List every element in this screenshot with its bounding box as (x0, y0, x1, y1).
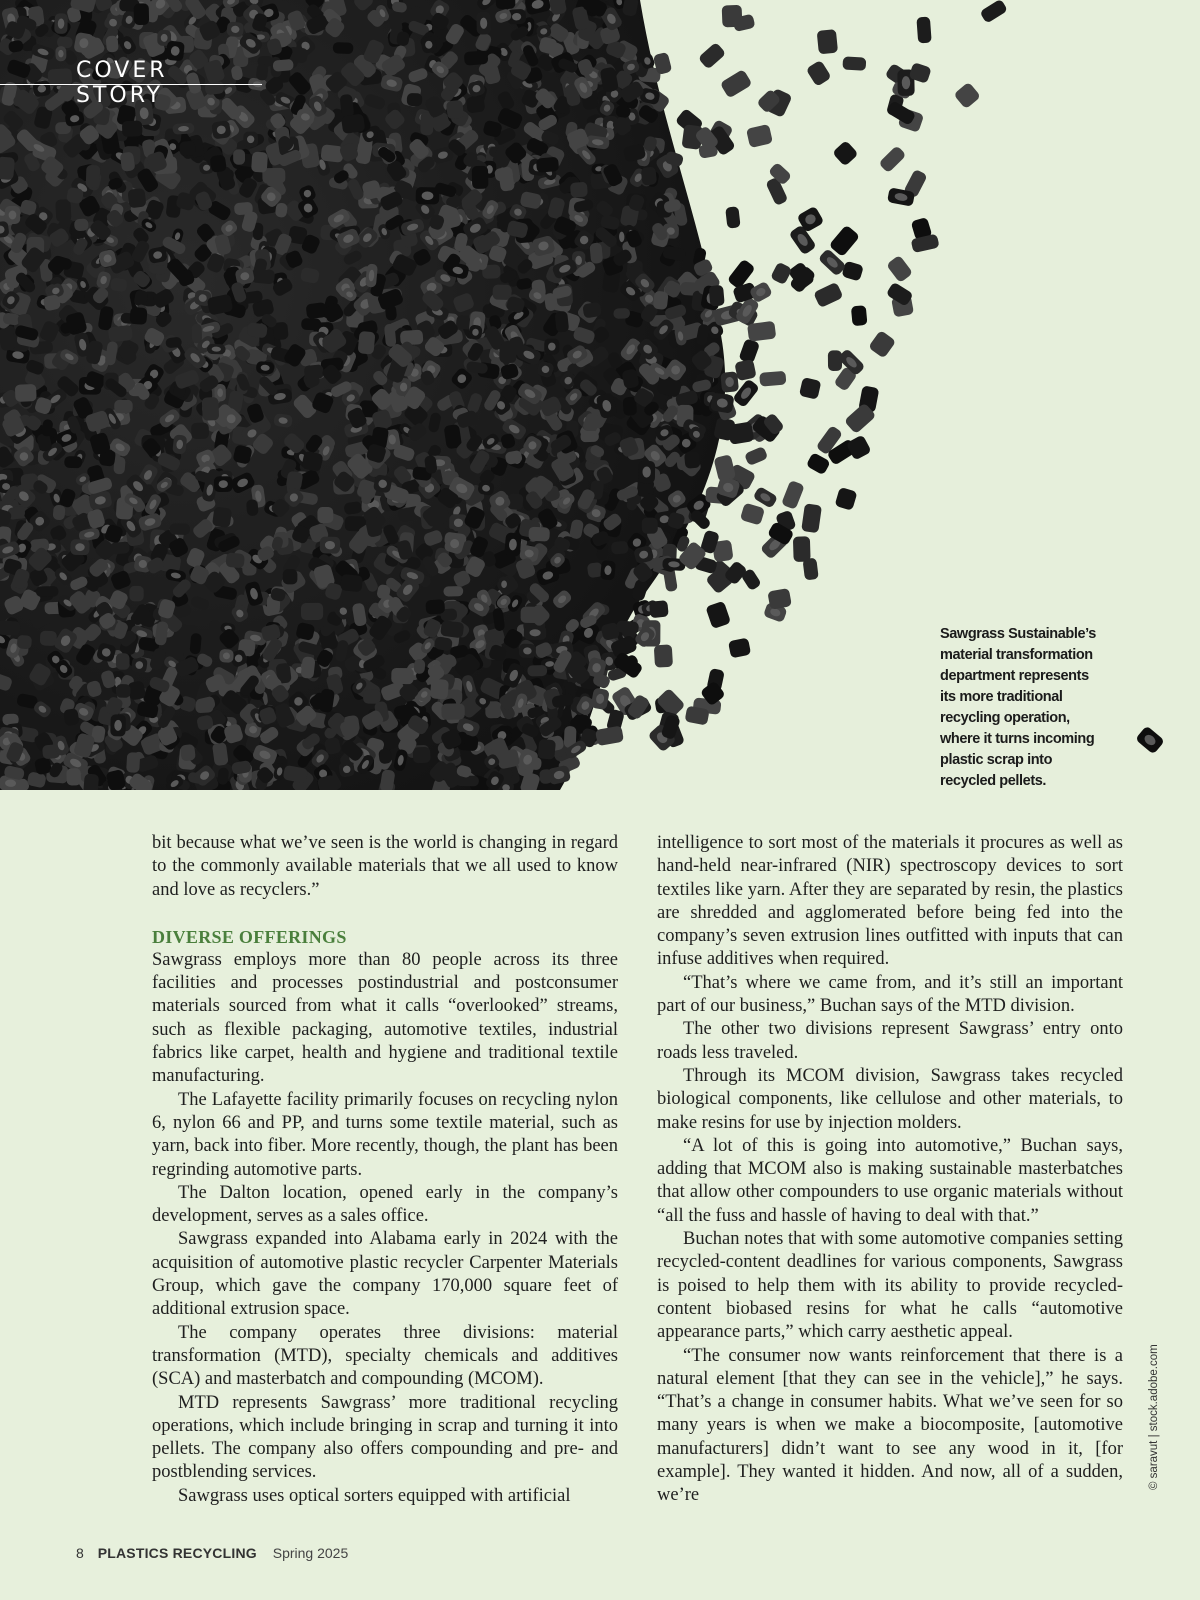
section-label-text: COVER STORY (76, 58, 168, 108)
paragraph: The Lafayette facility primarily focuses on recycling nylon 6, nylon 66 and PP, and turns some textile material, such as yarn, back into fiber. More recently, though, the plant has been regrinding automotive parts. (152, 1089, 618, 1180)
page-number: 8 (76, 1545, 84, 1561)
page-footer (76, 1545, 348, 1561)
paragraph: Sawgrass employs more than 80 people across its three facilities and processes postindustrial and postconsumer materials sourced from what it calls “overlooked” streams, such as flexible packaging, automotive textiles, industrial fabrics like carpet, health and hygiene and traditional textile manufacturing. (152, 949, 618, 1087)
paragraph: “That’s where we came from, and it’s still an important part of our business,” Buchan says of the MTD division. (657, 972, 1123, 1017)
issue-date: Spring 2025 (272, 1545, 349, 1561)
section-label (0, 58, 262, 108)
paragraph: Through its MCOM division, Sawgrass takes recycled biological components, like cellulose and other materials, to make resins for use by injection molders. (657, 1065, 1123, 1133)
magazine-name: PLASTICS RECYCLING (97, 1545, 257, 1561)
photo-caption: Sawgrass Sustainable’s material transformation department represents its more traditional recycling operation, where it turns incoming plastic scrap into recycled pellets. (940, 626, 1096, 789)
paragraph: Sawgrass uses optical sorters equipped with artificial (178, 1485, 571, 1506)
paragraph: “A lot of this is going into automotive,” Buchan says, adding that MCOM also is making sustainable masterbatches that allow other compounders to use organic materials without “all the fuss and hassle of having to deal with that.” (657, 1135, 1123, 1226)
subheading: DIVERSE OFFERINGS (152, 926, 347, 947)
paragraph: intelligence to sort most of the materials it procures as well as hand-held near-infrared (NIR) spectroscopy devices to sort textiles like yarn. After they are separated by resin, the plastics are shredded and agglomerated before being fed into the company’s seven extrusion lines outfitted with inputs that can infuse additives when required. (657, 833, 1123, 970)
paragraph: Buchan notes that with some automotive companies setting recycled-content deadlines for various components, Sawgrass is poised to help them with its ability to provide recycled-content biobased resins for what he calls “automotive appearance parts,” which carry aesthetic appeal. (657, 1229, 1123, 1343)
paragraph: Sawgrass expanded into Alabama early in 2024 with the acquisition of automotive plastic recycler Carpenter Materials Group, which gave the company 170,000 square feet of additional extrusion space. (152, 1229, 618, 1320)
paragraph: The Dalton location, opened early in the company’s development, serves as a sales office. (152, 1182, 618, 1227)
paragraph: The company operates three divisions: material transformation (MTD), specialty chemicals and additives (SCA) and masterbatch and compounding (MCOM). (152, 1322, 618, 1390)
paragraph: MTD represents Sawgrass’ more traditional recycling operations, which include bringing in scrap and turning it into pellets. The company also offers compounding and pre- and postblending services. (152, 1392, 618, 1483)
paragraph: bit because what we’ve seen is the world is changing in regard to the commonly available materials that we all used to know and love as recyclers.” (152, 833, 618, 900)
paragraph: The other two divisions represent Sawgrass’ entry onto roads less traveled. (657, 1019, 1123, 1063)
paragraph: “The consumer now wants reinforcement that there is a natural element [that they can see in the vehicle],” he says. “That’s a change in consumer habits. What we’ve seen for so many years is when we make a biocomposite, [automotive manufacturers] didn’t want to see any wood in it, [for example]. They wanted it hidden. And now, all of a sudden, we’re (657, 1345, 1123, 1506)
photo-credit (1148, 1340, 1168, 1490)
article-column-left (152, 832, 618, 1508)
article-column-right (657, 832, 1123, 1508)
photo-credit-text: © saravut | stock.adobe.com (1148, 1344, 1160, 1490)
